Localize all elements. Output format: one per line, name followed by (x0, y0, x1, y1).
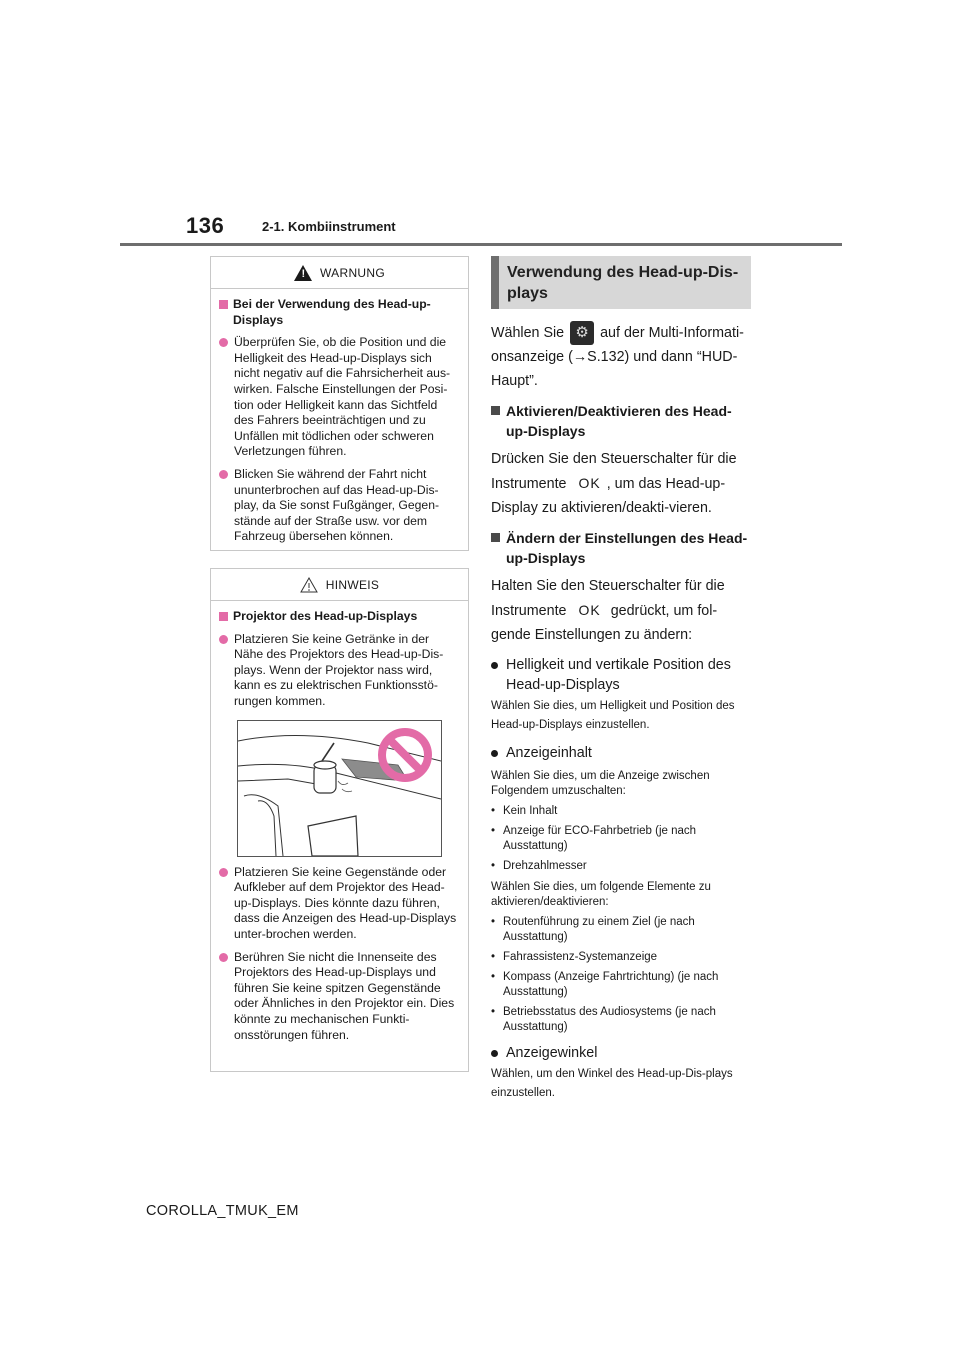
note-box (210, 568, 469, 1072)
warning-heading: Bei der Verwendung des Head-up-Displays (219, 297, 458, 328)
pink-bullet-icon (219, 868, 228, 877)
bullet-icon (491, 1050, 498, 1057)
note-header (211, 569, 468, 601)
setting-content-desc: Wählen Sie dies, um folgende Elemente zu aktivieren/deaktivieren: (491, 881, 711, 909)
pink-bullet-icon (219, 470, 228, 479)
pink-bullet-icon (219, 338, 228, 347)
warning-title: WARNUNG (320, 265, 385, 280)
note-item: Platzieren Sie keine Getränke in der Nähe des Projektors des Head-up-Dis-plays. Wenn der Projektor nass wird, kann es zu elektrischen Funktionsstö-rungen kommen. (219, 632, 458, 710)
bullet-icon (491, 750, 498, 757)
document-code: COROLLA_TMUK_EM (146, 1203, 299, 1219)
pink-bullet-icon (219, 635, 228, 644)
warning-item: Überprüfen Sie, ob die Position und die Helligkeit des Head-up-Displays sich nicht negativ auf die Fahrsicherheit aus-wirken. Falsche Einstellungen der Posi-tion oder Helligkeit kann das Sichtfeld des Fahrers beeinträchtigen und zu Unfällen mit tödlichen oder schweren Verletzungen führen. (219, 335, 458, 460)
warning-box (210, 256, 469, 551)
usage-title: Verwendung des Head-up-Dis-plays (491, 256, 751, 309)
note-item: Berühren Sie nicht die Innenseite des Projektors des Head-up-Displays und führen Sie keine spitzen Gegenstände oder Ähnliches in den Projektor ein. Dies könnte zu mechanischen Funkti-onsstörungen führen. (219, 950, 458, 1044)
activate-text: Drücken Sie den Steuerschalter für die Instrumente OK , um das Head-up-Display zu aktivieren/deakti-vieren. (491, 451, 737, 517)
setting-angle-desc: Wählen, um den Winkel des Head-up-Dis-plays einzustellen. (491, 1068, 733, 1100)
gear-icon: ⚙ (570, 321, 594, 345)
setting-brightness: Helligkeit und vertikale Position des Head-up-Displays (491, 655, 751, 695)
ok-button-symbol: OK (578, 602, 601, 619)
list-item: • Routenführung zu einem Ziel (je nach Ausstattung) (491, 916, 695, 944)
setting-content-desc: Wählen Sie dies, um die Anzeige zwischen Folgendem umzuschalten: (491, 770, 710, 798)
ok-button-symbol: OK (578, 475, 601, 492)
note-title: HINWEIS (325, 577, 380, 592)
pink-square-icon (219, 300, 228, 309)
no-sign-icon (377, 727, 433, 783)
list-item: • Kein Inhalt (491, 805, 558, 818)
list-item: • Anzeige für ECO-Fahrbetrieb (je nach Ausstattung) (491, 825, 697, 853)
list-item: • Betriebsstatus des Audiosystems (je nach Ausstattung) (491, 1006, 716, 1034)
pink-square-icon (219, 612, 228, 621)
header-rule (120, 243, 842, 246)
setting-angle: Anzeigewinkel (491, 1043, 751, 1063)
warning-triangle-icon: ! (294, 265, 312, 281)
settings-text: Halten Sie den Steuerschalter für die Instrumente OK gedrückt, um fol-gende Einstellungen zu ändern: (491, 578, 725, 644)
square-bullet-icon (491, 406, 500, 415)
setting-content: Anzeigeinhalt (491, 743, 751, 763)
usage-intro: Wählen Sie ⚙ auf der Multi-Informati-onsanzeige (→S.132) und dann “HUD-Haupt”. (491, 321, 751, 393)
warning-header (211, 257, 468, 289)
square-bullet-icon (491, 533, 500, 542)
pink-bullet-icon (219, 953, 228, 962)
activate-heading: Aktivieren/Deaktivieren des Head-up-Displays (491, 401, 751, 441)
projector-illustration (237, 720, 442, 857)
list-item: • Drehzahlmesser (491, 860, 587, 873)
caution-triangle-outline-icon (300, 577, 318, 593)
page-number: 136 (186, 213, 225, 238)
usage-section (491, 256, 751, 1103)
settings-heading: Ändern der Einstellungen des Head-up-Displays (491, 528, 751, 568)
note-heading: Projektor des Head-up-Displays (219, 609, 458, 625)
setting-brightness-desc: Wählen Sie dies, um Helligkeit und Position des Head-up-Displays einzustellen. (491, 700, 735, 732)
list-item: • Fahrassistenz-Systemanzeige (491, 951, 658, 964)
bullet-icon (491, 662, 498, 669)
list-item: • Kompass (Anzeige Fahrtrichtung) (je nach Ausstattung) (491, 971, 719, 999)
section-title: 2-1. Kombiinstrument (262, 219, 396, 234)
note-item: Platzieren Sie keine Gegenstände oder Aufkleber auf dem Projektor des Head-up-Displays. Dies könnte dazu führen, dass die Anzeigen des Head-up-Displays unter-brochen werden. (219, 865, 458, 943)
warning-item: Blicken Sie während der Fahrt nicht ununterbrochen auf das Head-up-Dis-play, da Sie sonst Fußgänger, Gegen-stände auf der Straße usw. vor dem Fahrzeug übersehen können. (219, 467, 458, 545)
